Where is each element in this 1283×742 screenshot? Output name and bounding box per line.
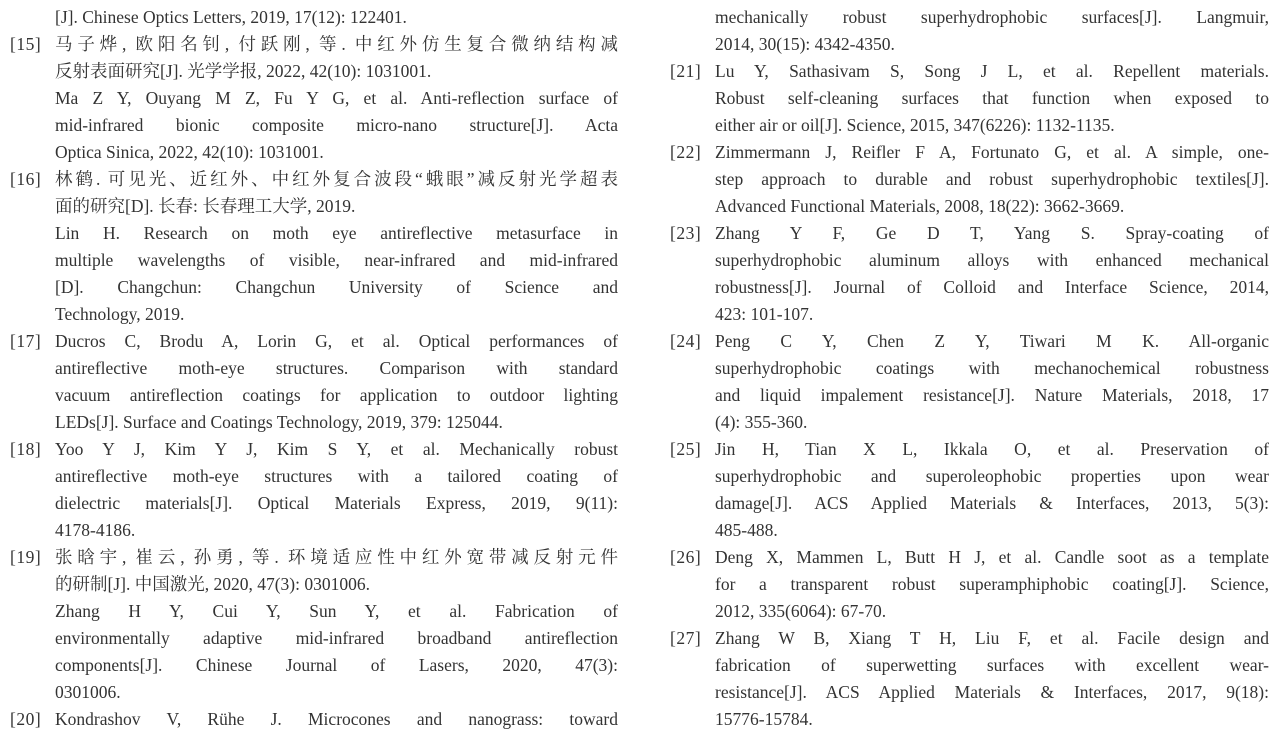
reference-line: robustness[J]. Journal of Colloid and Interface Science, 2014, (715, 277, 1269, 297)
reference-line: 反射表面研究[J]. 光学学报, 2022, 42(10): 1031001. (55, 61, 432, 81)
reference-line: mid-infrared bionic composite micro-nano structure[J]. Acta (55, 115, 618, 135)
reference-entry (670, 4, 1269, 58)
reference-entry (10, 328, 618, 436)
reference-line: 2012, 335(6064): 67-70. (715, 601, 887, 621)
reference-line: Robust self-cleaning surfaces that function when exposed to (715, 88, 1269, 108)
reference-line: 面的研究[D]. 长春: 长春理工大学, 2019. (55, 196, 356, 216)
reference-line: Ducros C, Brodu A, Lorin G, et al. Optical performances of (55, 331, 618, 351)
reference-line: Kondrashov V, Rühe J. Microcones and nanograss: toward (55, 709, 618, 729)
reference-line: 的研制[J]. 中国激光, 2020, 47(3): 0301006. (55, 574, 370, 594)
reference-entry (670, 544, 1269, 625)
reference-line: (4): 355-360. (715, 412, 808, 432)
reference-line: Peng C Y, Chen Z Y, Tiwari M K. All-organic (715, 331, 1269, 351)
reference-entry (10, 706, 618, 733)
reference-line: damage[J]. ACS Applied Materials & Interfaces, 2013, 5(3): (715, 493, 1269, 513)
reference-line: multiple wavelengths of visible, near-infrared and mid-infrared (55, 250, 618, 270)
reference-line: superhydrophobic aluminum alloys with enhanced mechanical (715, 250, 1269, 270)
reference-line: 张晗宇, 崔云, 孙勇, 等. 环境适应性中红外宽带减反射元件 (55, 547, 618, 567)
reference-line: 林鹤. 可见光、近红外、中红外复合波段“蛾眼”减反射光学超表 (55, 169, 618, 189)
reference-line: Yoo Y J, Kim Y J, Kim S Y, et al. Mechanically robust (55, 439, 618, 459)
reference-line: mechanically robust superhydrophobic surfaces[J]. Langmuir, (715, 7, 1269, 27)
reference-number: [15] (10, 34, 42, 54)
reference-number: [24] (670, 331, 702, 351)
reference-entry (10, 544, 618, 706)
reference-line: Ma Z Y, Ouyang M Z, Fu Y G, et al. Anti-reflection surface of (55, 88, 618, 108)
reference-number: [19] (10, 547, 42, 567)
reference-entry (670, 58, 1269, 139)
reference-number: [27] (670, 628, 702, 648)
reference-line: antireflective moth-eye structures. Comparison with standard (55, 358, 618, 378)
reference-line: Zhang W B, Xiang T H, Liu F, et al. Facile design and (715, 628, 1269, 648)
reference-line: fabrication of superwetting surfaces with excellent wear- (715, 655, 1269, 675)
reference-line: LEDs[J]. Surface and Coatings Technology, 2019, 379: 125044. (55, 412, 503, 432)
reference-line: Zhang Y F, Ge D T, Yang S. Spray-coating of (715, 223, 1269, 243)
reference-number: [20] (10, 709, 42, 729)
reference-line: Lin H. Research on moth eye antireflective metasurface in (55, 223, 618, 243)
reference-entry (10, 31, 618, 166)
reference-line: for a transparent robust superamphiphobic coating[J]. Science, (715, 574, 1269, 594)
reference-number: [21] (670, 61, 702, 81)
reference-line: Lu Y, Sathasivam S, Song J L, et al. Repellent materials. (715, 61, 1269, 81)
reference-line: 423: 101-107. (715, 304, 814, 324)
references-column-right (670, 4, 1269, 742)
reference-number: [22] (670, 142, 702, 162)
reference-entry (670, 436, 1269, 544)
reference-entry (10, 4, 618, 31)
reference-line: Technology, 2019. (55, 304, 185, 324)
reference-line: either air or oil[J]. Science, 2015, 347(6226): 1132-1135. (715, 115, 1115, 135)
reference-line: Optica Sinica, 2022, 42(10): 1031001. (55, 142, 324, 162)
reference-number: [26] (670, 547, 702, 567)
reference-entry (670, 328, 1269, 436)
reference-line: vacuum antireflection coatings for application to outdoor lighting (55, 385, 618, 405)
reference-number: [18] (10, 439, 42, 459)
reference-line: components[J]. Chinese Journal of Lasers, 2020, 47(3): (55, 655, 618, 675)
reference-line: Jin H, Tian X L, Ikkala O, et al. Preservation of (715, 439, 1269, 459)
reference-number: [23] (670, 223, 702, 243)
reference-line: and liquid impalement resistance[J]. Nature Materials, 2018, 17 (715, 385, 1269, 405)
reference-line: environmentally adaptive mid-infrared broadband antireflection (55, 628, 618, 648)
reference-line: 4178-4186. (55, 520, 136, 540)
reference-line: 485-488. (715, 520, 778, 540)
references-column-left (10, 4, 618, 742)
reference-line: [D]. Changchun: Changchun University of Science and (55, 277, 618, 297)
reference-line: antireflective moth-eye structures with a tailored coating of (55, 466, 618, 486)
reference-line: 2014, 30(15): 4342-4350. (715, 34, 895, 54)
reference-line: step approach to durable and robust superhydrophobic textiles[J]. (715, 169, 1269, 189)
reference-line: Zhang H Y, Cui Y, Sun Y, et al. Fabrication of (55, 601, 618, 621)
reference-number: [16] (10, 169, 42, 189)
reference-line: 0301006. (55, 682, 121, 702)
reference-entry (670, 625, 1269, 733)
reference-line: 马子烨, 欧阳名钊, 付跃刚, 等. 中红外仿生复合微纳结构减 (55, 34, 618, 54)
reference-line: [J]. Chinese Optics Letters, 2019, 17(12): 122401. (55, 7, 407, 27)
reference-entry (10, 436, 618, 544)
reference-entry (670, 139, 1269, 220)
reference-line: superhydrophobic and superoleophobic properties upon wear (715, 466, 1269, 486)
reference-line: dielectric materials[J]. Optical Materials Express, 2019, 9(11): (55, 493, 618, 513)
reference-line: Zimmermann J, Reifler F A, Fortunato G, et al. A simple, one- (715, 142, 1269, 162)
reference-line: 15776-15784. (715, 709, 813, 729)
reference-line: resistance[J]. ACS Applied Materials & Interfaces, 2017, 9(18): (715, 682, 1269, 702)
reference-line: superhydrophobic coatings with mechanochemical robustness (715, 358, 1269, 378)
reference-number: [25] (670, 439, 702, 459)
reference-line: Deng X, Mammen L, Butt H J, et al. Candle soot as a template (715, 547, 1269, 567)
reference-line: Advanced Functional Materials, 2008, 18(22): 3662-3669. (715, 196, 1125, 216)
reference-number: [17] (10, 331, 42, 351)
reference-entry (10, 166, 618, 328)
reference-entry (670, 220, 1269, 328)
